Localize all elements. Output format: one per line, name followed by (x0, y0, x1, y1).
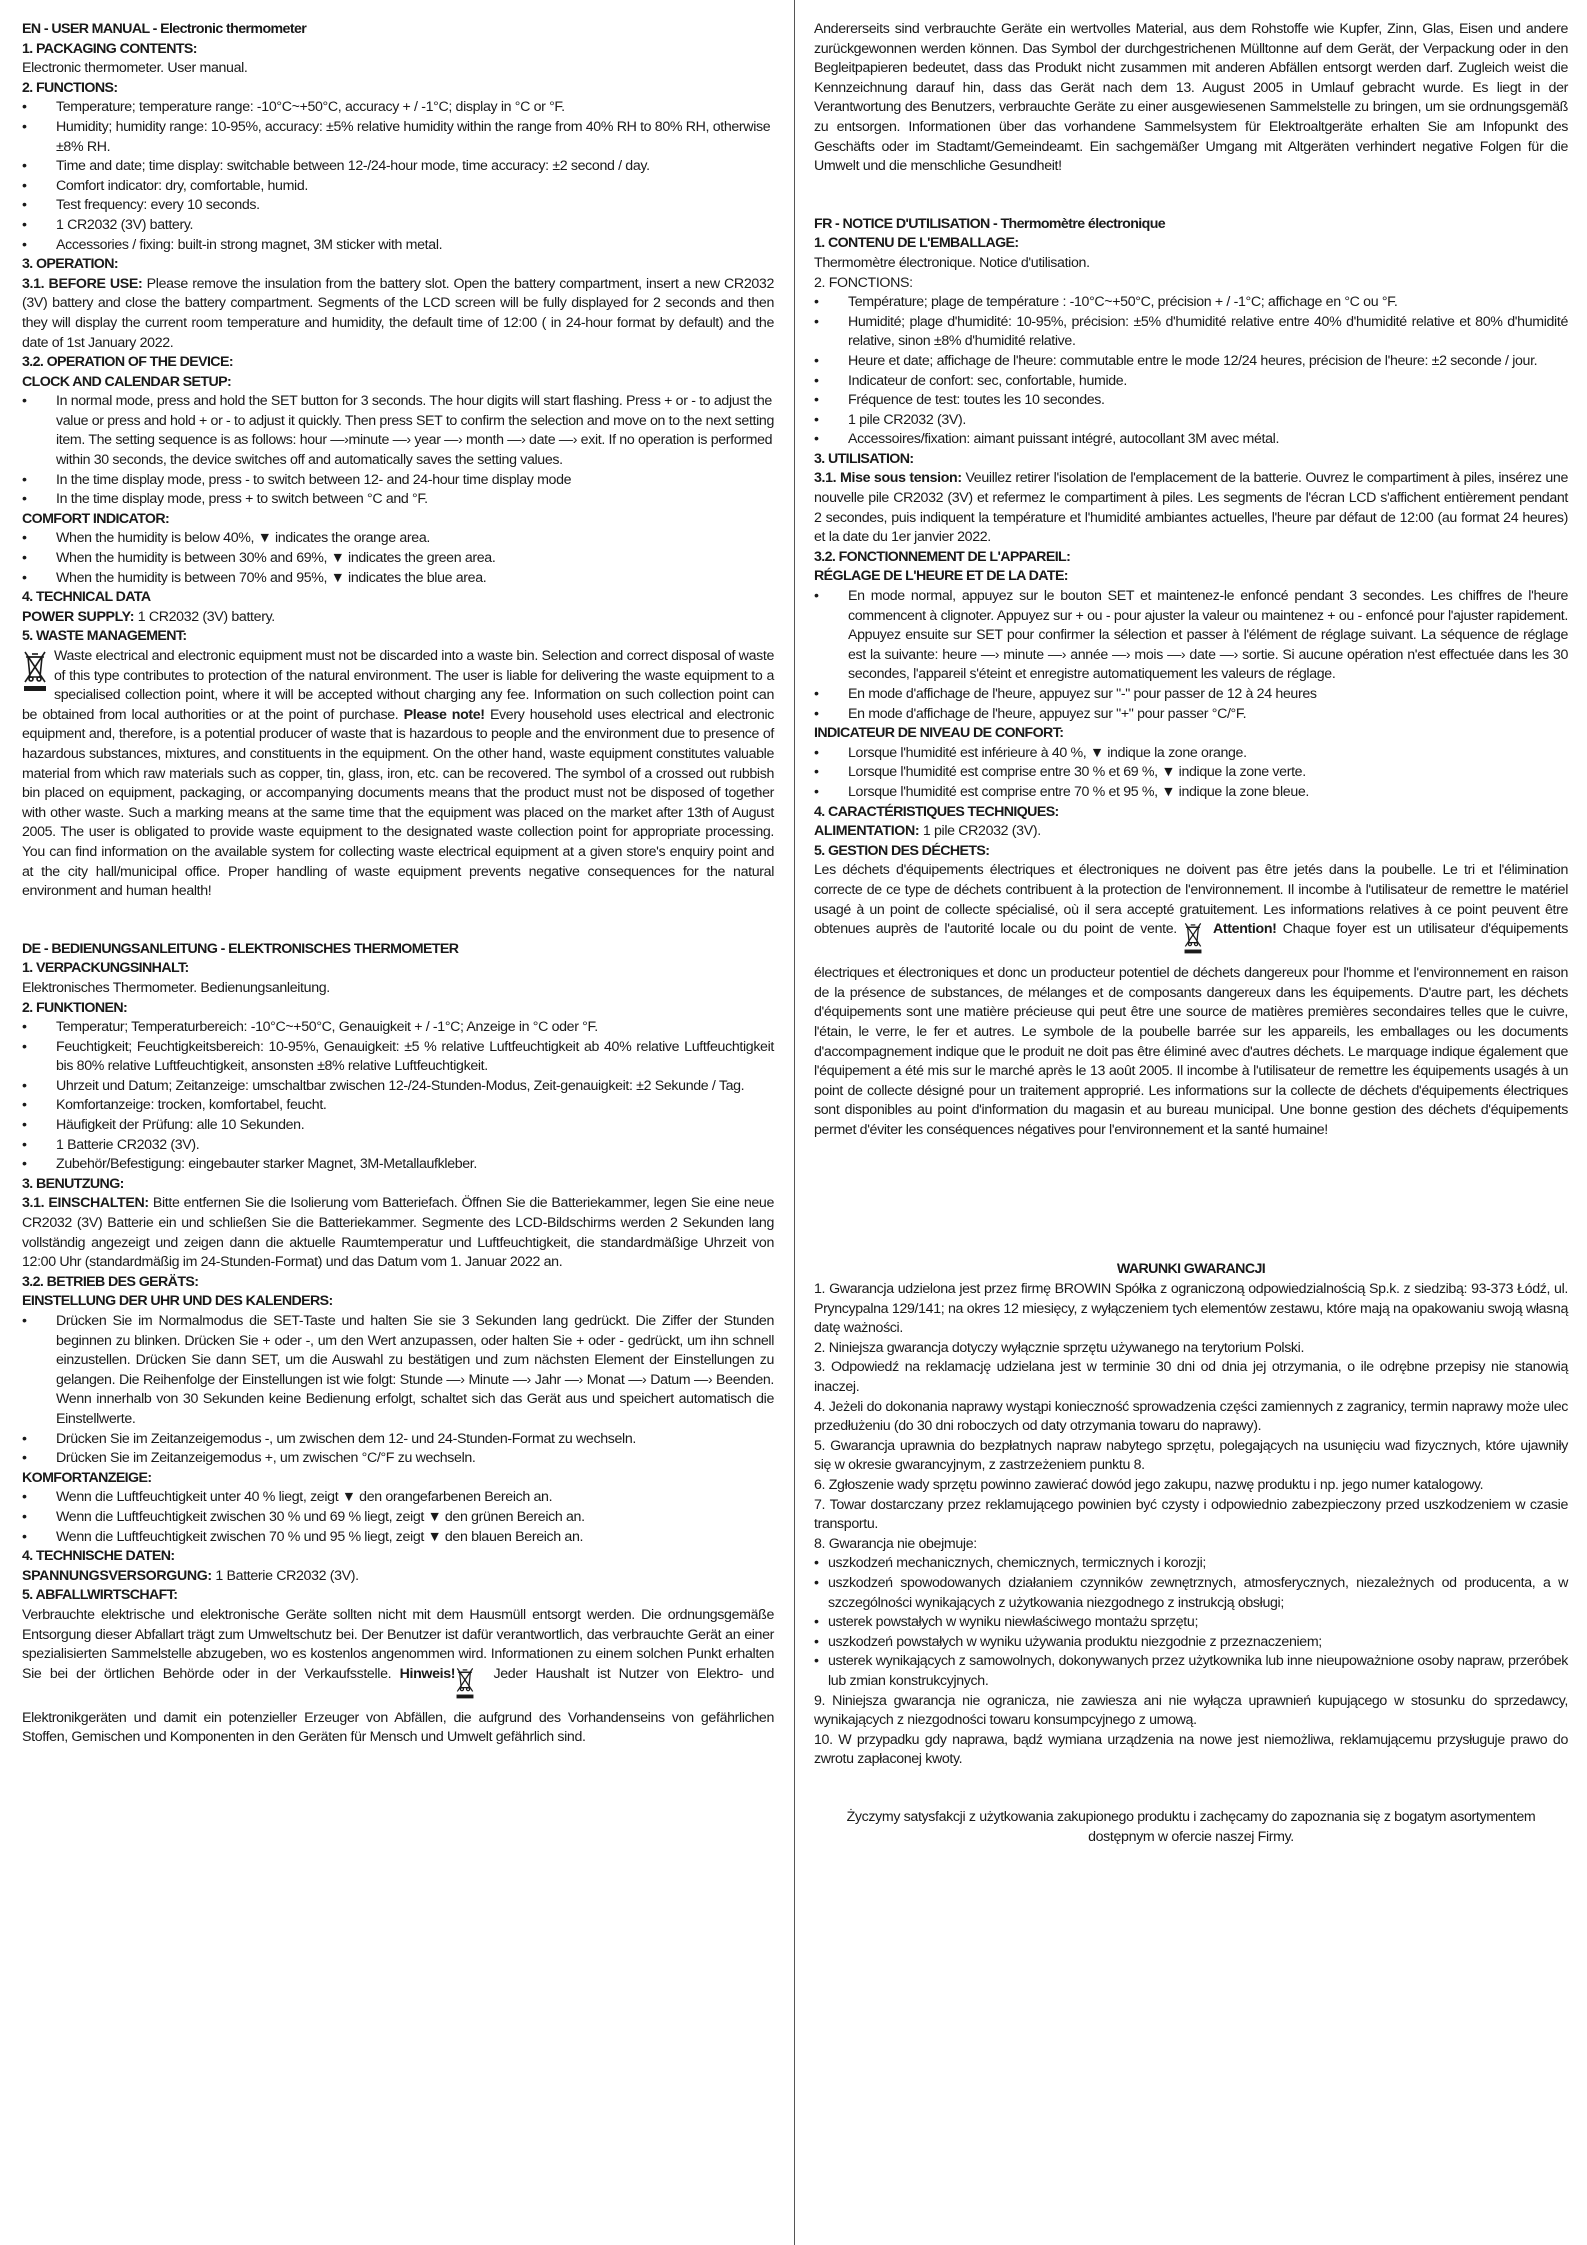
list-item: • Accessories / fixing: built-in strong magnet, 3M sticker with metal. (22, 236, 774, 256)
en-waste-text-a: Waste electrical and electronic equipment must not be discarded into a waste bin. Selection and correct disposal of waste of this type contributes to protection of the natural environment. The user is liable for delivering the waste equipment to a specialised collection point, where it will be accepted without charging any fee. Information on such collection point can be obtained from local authorities or at the point of purchase. (22, 648, 774, 723)
en-comfort-list (22, 529, 774, 588)
list-item: • Komfortanzeige: trocken, komfortabel, feucht. (22, 1096, 774, 1116)
list-item: • Temperature; temperature range: -10°C~+50°C, accuracy + / -1°C; display in °C or °F. (22, 98, 774, 118)
de-waste-text-a: Verbrauchte elektrische und elektronische Geräte sollten nicht mit dem Hausmüll entsorgt werden. Die ordnungsgemäße Entsorgung dieser Abfallart trägt zum Umweltschutz bei. Der Benutzer ist dafür verantwortlich, das verbrauchte Gerät an einer spezialisierten Sammelstelle abzugeben, wo es kostenlos angenommen wird. Informationen zu einem solchen Punkt erhalten Sie bei der örtlichen Behörde oder in der Verkaufsstelle. (22, 1606, 774, 1682)
fr-waste-text-a: Les déchets d'équipements électriques et électroniques ne doivent pas être jetés dans la poubelle. Le tri et l'élimination correcte de ce type de déchets contribuent à la protection de l'environnement. Il incombe à l'utilisateur de remettre le matériel usagé à un point de collecte spécialisé, où il sera accepté gratuitement. Les informations relatives à ce point peuvent être obtenues auprès de l'autorité locale ou du point de vente. (814, 862, 1568, 938)
de-usage-heading: 3. BENUTZUNG: (22, 1175, 124, 1192)
en-waste-note: Please note! (403, 706, 485, 723)
list-item: • uszkodzeń mechanicznych, chemicznych, termicznych i korozji; (814, 1554, 1568, 1574)
de-device-heading: 3.2. BETRIEB DES GERÄTS: (22, 1273, 199, 1290)
de-functions-heading: 2. FUNKTIONEN: (22, 999, 128, 1016)
de-comfort-heading: KOMFORTANZEIGE: (22, 1469, 152, 1486)
list-item: • 1 Batterie CR2032 (3V). (22, 1136, 774, 1156)
pl-item: 1. Gwarancja udzielona jest przez firmę BROWIN Spółka z ograniczoną odpowiedzialnością Sp.k. z siedzibą: 93-373 Łódź, ul. Pryncypalna 129/141; na okres 12 miesięcy, z wyłączeniem tych elementów zestawu, które mają na opakowaniu swoją własną datę ważności. (814, 1281, 1568, 1337)
de-waste-heading: 5. ABFALLWIRTSCHAFT: (22, 1587, 178, 1604)
spacer (814, 1140, 1568, 1260)
pl-item: 3. Odpowiedź na reklamację udzielana jest w terminie 30 dni od dnia jej otrzymania, o ile odrębne przepisy nie stanowią inaczej. (814, 1359, 1568, 1396)
list-item: • When the humidity is between 30% and 69%, ▼ indicates the green area. (22, 549, 774, 569)
de-waste-text-b: Jeder Haushalt ist Nutzer von Elektro- und Elektronikgeräten und damit ein potenzieller Erzeuger von Abfällen, die aufgrund des Vorhandenseins von gefährlichen Stoffen, Gemischen und Komponenten in den Geräten für Mensch und Umwelt gefährlich sind. (22, 1665, 774, 1746)
pl-item: 10. W przypadku gdy naprawa, bądź wymiana urządzenia na nowe jest niemożliwa, reklamującemu przysługuje prawo do zwrotu zapłaconej kwoty. (814, 1731, 1568, 1768)
fr-clock-list (814, 587, 1568, 724)
fr-usage-heading: 3. UTILISATION: (814, 450, 914, 467)
de-waste-continuation: Andererseits sind verbrauchte Geräte ein wertvolles Material, aus dem Rohstoffe wie Kupfer, Zinn, Glas, Eisen und andere zurückgewonnen werden können. Das Symbol der durchgestrichenen Mülltonne auf dem Gerät, der Verpackung oder in den Begleitpapieren bedeutet, dass das Produkt nicht zusammen mit anderen Abfällen entsorgt werden darf. Zugleich weist die Kennzeichnung darauf hin, dass das Gerät nach dem 13. August 2005 in Umlauf gebracht wurde. Es liegt in der Verantwortung des Benutzers, verbrauchte Geräte zu einer ausgewiesenen Sammelstelle zu bringen, um sie ordnungsgemäß zu entsorgen. Informationen über das vorhandene Sammelsystem für Elektroaltgeräte erhalten Sie am Infopunkt des Geschäfts oder im Stadtamt/Gemeindeamt. Ein sachgemäßer Umgang mit Altgeräten verhindert negative Folgen für die Umwelt und die menschliche Gesundheit! (814, 21, 1568, 175)
en-comfort-heading: COMFORT INDICATOR: (22, 510, 170, 527)
fr-power-line (814, 822, 1568, 842)
en-waste-heading: 5. WASTE MANAGEMENT: (22, 628, 187, 645)
en-device-heading: 3.2. OPERATION OF THE DEVICE: (22, 354, 233, 371)
list-item: • Wenn die Luftfeuchtigkeit zwischen 30 % und 69 % liegt, zeigt ▼ den grünen Bereich an. (22, 1508, 774, 1528)
en-operation-heading: 3. OPERATION: (22, 256, 118, 273)
list-item: • En mode d'affichage de l'heure, appuyez sur "+" pour passer °C/°F. (814, 705, 1568, 725)
en-clock-heading: CLOCK AND CALENDAR SETUP: (22, 373, 232, 390)
list-item: • Humidity; humidity range: 10-95%, accuracy: ±5% relative humidity within the range from 40% RH to 80% RH, otherwise ±8% RH. (22, 118, 774, 157)
list-item: • Lorsque l'humidité est comprise entre 70 % et 95 %, ▼ indique la zone bleue. (814, 783, 1568, 803)
list-item: • Wenn die Luftfeuchtigkeit zwischen 70 % und 95 % liegt, zeigt ▼ den blauen Bereich an. (22, 1528, 774, 1548)
de-comfort-list (22, 1488, 774, 1547)
fr-waste-text-b: Chaque foyer est un utilisateur d'équipements électriques et électroniques et donc un producteur potentiel de déchets dangereux pour l'homme et l'environnement en raison de la présence de substances, de mélanges et de composants dangereux dans les équipements. D'autre part, les déchets d'équipements sont une matière précieuse qui peut être une source de matières premières secondaires telles que le cuivre, l'étain, le verre, le fer et autres. Le symbole de la poubelle barrée sur les appareils, les emballages ou les documents d'accompagnement indique que le produit ne doit pas être éliminé avec d'autres déchets. Le marquage indique également que l'équipement a été mis sur le marché après le 13 août 2005. Il incombe à l'utilisateur de remettre les équipements usagés à un point de collecte désigné pour un traitement approprié. Les informations sur la collecte de déchets d'équipements électriques sont disponibles au point d'information du magasin et au bureau municipal. Une bonne gestion des déchets d'équipements permet d'éviter les conséquences négatives pour l'environnement et la santé humaine! (814, 921, 1568, 1138)
fr-switch-label: 3.1. Mise sous tension: (814, 470, 962, 487)
pl-warranty-items (814, 1280, 1568, 1770)
de-power-line (22, 1567, 774, 1587)
list-item: • When the humidity is between 70% and 95%, ▼ indicates the blue area. (22, 569, 774, 589)
de-switch-text: Bitte entfernen Sie die Isolierung vom Batteriefach. Öffnen Sie die Batteriekammer, legen Sie eine neue CR2032 (3V) Batterie ein und schließen Sie die Batteriekammer. Segmente des LCD-Bildschirms werden 2 Sekunden lang vollständig angezeigt und zeigen dann die aktuelle Raumtemperatur und Luftfeuchtigkeit, die standardmäßige Uhrzeit von 12:00 Uhr (standardmäßig im 24-Stunden-Format) und das Datum vom 1. Januar 2022 an. (22, 1195, 774, 1271)
de-power-text: 1 Batterie CR2032 (3V). (211, 1567, 359, 1584)
de-packaging-text: Elektronisches Thermometer. Bedienungsanleitung. (22, 979, 330, 996)
fr-packaging-heading: 1. CONTENU DE L'EMBALLAGE: (814, 235, 1019, 252)
list-item: • 1 pile CR2032 (3V). (814, 411, 1568, 431)
list-item: • In the time display mode, press + to switch between °C and °F. (22, 490, 774, 510)
left-column (22, 20, 774, 1748)
en-tech-heading: 4. TECHNICAL DATA (22, 589, 151, 606)
spacer (22, 902, 774, 940)
pl-closing-text: Życzymy satysfakcji z użytkowania zakupionego produktu i zachęcamy do zapoznania się z bogatym asortymentem dostępnym w ofercie naszej Firmy. (846, 1808, 1536, 1845)
en-before-use-text: Please remove the insulation from the battery slot. Open the battery compartment, insert a new CR2032 (3V) battery and close the battery compartment. Segments of the LCD screen will be fully displayed for 2 seconds and then they will display the current room temperature and humidity, the default time of 12:00 ( in 24-hour format by default) and the date of 1st January 2022. (22, 275, 774, 351)
de-switch-paragraph (22, 1194, 774, 1272)
spacer (814, 177, 1568, 215)
list-item: • Wenn die Luftfeuchtigkeit unter 40 % liegt, zeigt ▼ den orangefarbenen Bereich an. (22, 1488, 774, 1508)
list-item: • uszkodzeń spowodowanych działaniem czynników zewnętrznych, atmosferycznych, niezależnych od producenta, a w szczególności wynikających z użytkowania niezgodnego z instrukcją obsługi; (814, 1574, 1568, 1613)
list-item: • In the time display mode, press - to switch between 12- and 24-hour time display mode (22, 471, 774, 491)
fr-power-text: 1 pile CR2032 (3V). (919, 823, 1041, 840)
crossed-out-wheelie-bin-icon (22, 649, 48, 693)
en-power-text: 1 CR2032 (3V) battery. (134, 608, 275, 625)
fr-title: FR - NOTICE D'UTILISATION - Thermomètre électronique (814, 215, 1166, 232)
fr-power-label: ALIMENTATION: (814, 823, 920, 840)
list-item: • Uhrzeit und Datum; Zeitanzeige: umschaltbar zwischen 12-/24-Stunden-Modus, Zeit-genauigkeit: ±2 Sekunde / Tag. (22, 1077, 774, 1097)
fr-waste-note: Attention! (1213, 921, 1277, 938)
en-power-label: POWER SUPPLY: (22, 608, 135, 625)
fr-comfort-list (814, 744, 1568, 803)
pl-warranty-title: WARUNKI GWARANCJI (1116, 1261, 1266, 1278)
list-item: • Temperatur; Temperaturbereich: -10°C~+50°C, Genauigkeit + / -1°C; Anzeige in °C oder °F. (22, 1018, 774, 1038)
de-title: DE - BEDIENUNGSANLEITUNG - ELEKTRONISCHES THERMOMETER (22, 940, 459, 957)
pl-item: 5. Gwarancja uprawnia do bezpłatnych napraw nabytego sprzętu, polegających na usunięciu wad fizycznych, które ujawniły się w okresie gwarancyjnym, z zastrzeżeniem punktu 8. (814, 1437, 1568, 1474)
de-functions-list (22, 1018, 774, 1175)
list-item: • Heure et date; affichage de l'heure: commutable entre le mode 12/24 heures, précision de l'heure: ±2 seconde / jour. (814, 352, 1568, 372)
en-packaging-heading: 1. PACKAGING CONTENTS: (22, 40, 197, 57)
fr-switch-paragraph (814, 469, 1568, 547)
pl-item: 7. Towar dostarczany przez reklamującego powinien być czysty i odpowiednio zabezpieczony przed uszkodzeniem w czasie transportu. (814, 1496, 1568, 1533)
list-item: • Feuchtigkeit; Feuchtigkeitsbereich: 10-95%, Genauigkeit: ±5 % relative Luftfeuchtigkeit ab 40% relative Luftfeuchtigkeit bis 80% relative Luftfeuchtigkeit, ansonsten ±8% relative Luftfeuchtigkeit. (22, 1038, 774, 1077)
list-item: • Comfort indicator: dry, comfortable, humid. (22, 177, 774, 197)
list-item: • Häufigkeit der Prüfung: alle 10 Sekunden. (22, 1116, 774, 1136)
en-waste-paragraph (22, 647, 774, 902)
fr-functions-list (814, 293, 1568, 450)
de-clock-list (22, 1312, 774, 1469)
pl-item: 8. Gwarancja nie obejmuje: (814, 1535, 977, 1552)
list-item: • usterek wynikających z samowolnych, dokonywanych przez użytkownika lub inne nieupoważnione osoby napraw, przeróbek lub zmian konstrukcyjnych. (814, 1652, 1568, 1691)
list-item: • usterek powstałych w wyniku niewłaściwego montażu sprzętu; (814, 1613, 1568, 1633)
list-item: • In normal mode, press and hold the SET button for 3 seconds. The hour digits will start flashing. Press + or - to adjust the value or press and hold + or - to adjust it quickly. Then press SET to confirm the selection and move on to the next setting item. The setting sequence is as follows: hour —›minute —› year —› month —› date —› exit. If no operation is performed within 30 seconds, the device switches off and automatically saves the setting values. (22, 392, 774, 470)
fr-switch-text: Veuillez retirer l'isolation de l'emplacement de la batterie. Ouvrez le compartiment à piles, insérez une nouvelle pile CR2032 (3V) et refermez le compartiment à piles. Les segments de l'écran LCD s'affichent entièrement pendant 2 secondes, puis indiquent la température et l'humidité ambiantes actuelles, l'heure par défaut de 12:00 (au format 24 heures) et la date du 1er janvier 2022. (814, 470, 1568, 546)
en-title: EN - USER MANUAL - Electronic thermometer (22, 21, 307, 37)
list-item: • 1 CR2032 (3V) battery. (22, 216, 774, 236)
en-packaging-text: Electronic thermometer. User manual. (22, 60, 248, 77)
fr-waste-heading: 5. GESTION DES DÉCHETS: (814, 842, 990, 859)
de-clock-heading: EINSTELLUNG DER UHR UND DES KALENDERS: (22, 1293, 333, 1310)
list-item: • En mode normal, appuyez sur le bouton SET et maintenez-le enfoncé pendant 3 secondes. Les chiffres de l'heure commencent à clignoter. Appuyez sur + ou - pour ajuster la valeur ou maintenez + ou - enfoncé pour l'ajuster rapidement. Appuyez ensuite sur SET pour confirmer la sélection et passer à l'élément de réglage suivant. La séquence de réglage est la suivante: heure —› minute —› année —› mois —› date —› sortie. Si aucune opération n'est effectuée dans les 30 secondes, l'appareil s'éteint et enregistre automatiquement les valeurs de réglage. (814, 587, 1568, 685)
list-item: • Température; plage de température : -10°C~+50°C, précision + / -1°C; affichage en °C ou °F. (814, 293, 1568, 313)
en-waste-text-b: Every household uses electrical and electronic equipment and, therefore, is a potential producer of waste that is hazardous to people and the environment due to presence of hazardous substances, mixtures, and constituents in the equipment. On the other hand, waste equipment constitutes valuable material from which raw materials such as copper, tin, glass, iron, etc. can be recovered. The symbol of a crossed out rubbish bin placed on equipment, packaging, or accompanying documents means that the product must not be disposed of together with other waste. Such a marking means at the same time that the equipment was placed on the market after 13th of August 2005. The user is obligated to provide waste equipment to the designated waste collection point for appropriate processing. You can find information on the available system for collecting waste electrical equipment at a given store's enquiry point and at the city hall/municipal office. Proper handling of waste equipment prevents negative consequences for the natural environment and human health! (22, 706, 774, 900)
en-clock-list (22, 392, 774, 510)
pl-exclusions-list (814, 1554, 1568, 1691)
fr-tech-heading: 4. CARACTÉRISTIQUES TECHNIQUES: (814, 803, 1059, 820)
de-packaging-heading: 1. VERPACKUNGSINHALT: (22, 960, 189, 977)
pl-item: 4. Jeżeli do dokonania naprawy wystąpi konieczność sprowadzenia części zamiennych z zagranicy, termin naprawy może ulec przedłużeniu (do 30 dni roboczych od daty otrzymania towaru do naprawy). (814, 1398, 1568, 1435)
spacer (814, 1770, 1568, 1808)
pl-item: 2. Niniejsza gwarancja dotyczy wyłącznie sprzętu używanego na terytorium Polski. (814, 1339, 1305, 1356)
fr-comfort-heading: INDICATEUR DE NIVEAU DE CONFORT: (814, 725, 1064, 742)
list-item: • Lorsque l'humidité est comprise entre 30 % et 69 %, ▼ indique la zone verte. (814, 763, 1568, 783)
column-divider (794, 0, 795, 2245)
de-tech-heading: 4. TECHNISCHE DATEN: (22, 1548, 175, 1565)
fr-functions-heading: 2. FONCTIONS: (814, 274, 913, 291)
en-functions-heading: 2. FUNCTIONS: (22, 79, 118, 96)
en-before-use-paragraph (22, 275, 774, 353)
de-power-label: SPANNUNGSVERSORGUNG: (22, 1567, 212, 1584)
list-item: • uszkodzeń powstałych w wyniku używania produktu niezgodnie z przeznaczeniem; (814, 1633, 1568, 1653)
list-item: • Time and date; time display: switchable between 12-/24-hour mode, time accuracy: ±2 second / day. (22, 157, 774, 177)
list-item: • Accessoires/fixation: aimant puissant intégré, autocollant 3M avec métal. (814, 430, 1568, 450)
list-item: • Lorsque l'humidité est inférieure à 40 %, ▼ indique la zone orange. (814, 744, 1568, 764)
en-functions-list (22, 98, 774, 255)
de-waste-note: Hinweis! (399, 1665, 456, 1682)
list-item: • Humidité; plage d'humidité: 10-95%, précision: ±5% d'humidité relative entre 40% d'humidité relative et 80% d'humidité relative, sinon ±8% d'humidité relative. (814, 313, 1568, 352)
pl-item: 9. Niniejsza gwarancja nie ogranicza, nie zawiesza ani nie wyłącza uprawnień kupującego w stosunku do sprzedawcy, wynikających z niezgodności towaru konsumpcyjnego z umową. (814, 1692, 1568, 1729)
list-item: • Fréquence de test: toutes les 10 secondes. (814, 391, 1568, 411)
list-item: • Indicateur de confort: sec, confortable, humide. (814, 372, 1568, 392)
en-power-line (22, 608, 774, 628)
de-switch-label: 3.1. EINSCHALTEN: (22, 1195, 149, 1212)
pl-item: 6. Zgłoszenie wady sprzętu powinno zawierać dowód jego zakupu, nazwę produktu i np. jego numer katalogowy. (814, 1477, 1484, 1493)
fr-device-heading: 3.2. FONCTIONNEMENT DE L'APPAREIL: (814, 548, 1071, 565)
list-item: • Test frequency: every 10 seconds. (22, 196, 774, 216)
fr-clock-heading: RÉGLAGE DE L'HEURE ET DE LA DATE: (814, 568, 1068, 585)
list-item: • When the humidity is below 40%, ▼ indicates the orange area. (22, 529, 774, 549)
de-waste-paragraph (22, 1606, 774, 1748)
fr-waste-paragraph (814, 861, 1568, 1140)
right-column (814, 20, 1568, 1847)
fr-packaging-text: Thermomètre électronique. Notice d'utilisation. (814, 254, 1090, 271)
list-item: • Zubehör/Befestigung: eingebauter starker Magnet, 3M-Metallaufkleber. (22, 1155, 774, 1175)
crossed-out-wheelie-bin-icon (1183, 920, 1209, 964)
list-item: • Drücken Sie im Zeitanzeigemodus -, um zwischen dem 12- und 24-Stunden-Format zu wechseln. (22, 1430, 774, 1450)
list-item: • Drücken Sie im Normalmodus die SET-Taste und halten Sie sie 3 Sekunden lang gedrückt. Die Ziffer der Stunden beginnen zu blinken. Drücken Sie + oder -, um den Wert anzupassen, oder halten Sie + oder - gedrückt, um ihn schnell einzustellen. Drücken Sie dann SET, um die Auswahl zu bestätigen und zum nächsten Element der Einstellungen zu gelangen. Die Reihenfolge der Einstellungen ist wie folgt: Stunde —› Minute —› Jahr —› Monat —› Datum —› Beenden. Wenn innerhalb von 30 Sekunden keine Bedienung erfolgt, schaltet sich das Gerät aus und speichert automatisch die Einstellwerte. (22, 1312, 774, 1430)
list-item: • En mode d'affichage de l'heure, appuyez sur "-" pour passer de 12 à 24 heures (814, 685, 1568, 705)
en-before-use-label: 3.1. BEFORE USE: (22, 275, 143, 292)
list-item: • Drücken Sie im Zeitanzeigemodus +, um zwischen °C/°F zu wechseln. (22, 1449, 774, 1469)
crossed-out-wheelie-bin-icon (455, 1665, 481, 1709)
